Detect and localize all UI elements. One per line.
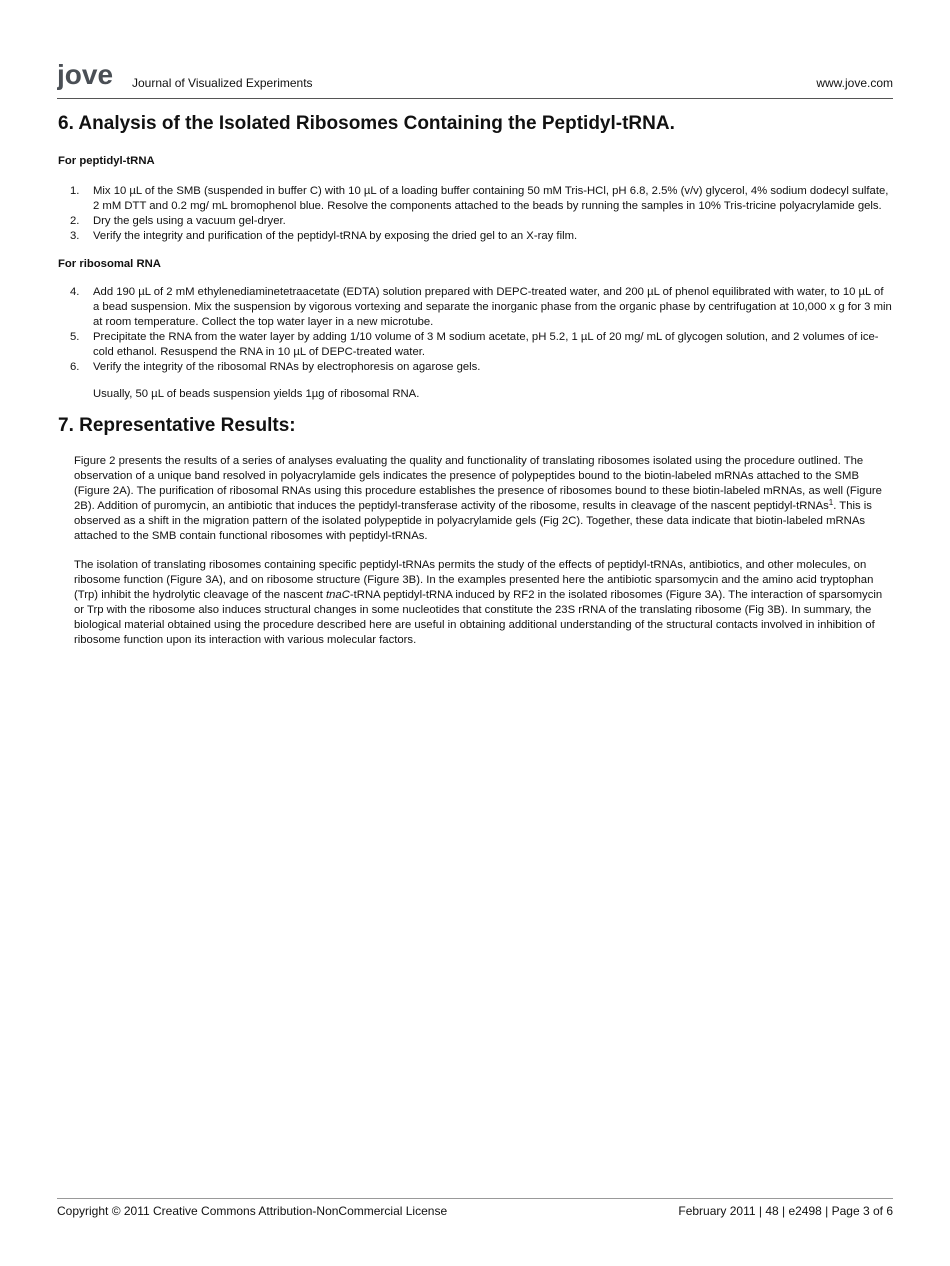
subhead-ribosomal-rna: For ribosomal RNA (58, 258, 161, 270)
yield-note: Usually, 50 µL of beads suspension yields 1µg of ribosomal RNA. (93, 388, 420, 400)
results-paragraph-2: The isolation of translating ribosomes containing specific peptidyl-tRNAs permits the study of the effects of peptidyl-tRNAs, antibiotics, and other molecules, on ribosome function (Figure 3A), and on ribosome structure (Figure 3B). In the examples presented here the antibiotic sparsomycin and the amino acid tryptophan (Trp) inhibit the hydrolytic cleavage of the nascent tnaC-tRNA peptidyl-tRNA induced by RF2 in the isolated ribosomes (Figure 3A). The interaction of sparsomycin or Trp with the ribosome also induces structural changes in some nucleotides that constitute the 23S rRNA of the translating ribosome (Fig 3B). In summary, the biological material obtained using the procedure described here are useful in obtaining additional understanding of the structural contacts involved in inhibition of ribosome function upon its interaction with various molecular factors. (74, 559, 883, 646)
list-item: 6. Verify the integrity of the ribosomal RNAs by electrophoresis on agarose gels. (70, 361, 481, 373)
article-body (58, 112, 892, 648)
page-header (57, 58, 893, 99)
list-item: 5. Precipitate the RNA from the water layer by adding 1/10 volume of 3 M sodium acetate, pH 5.2, 1 µL of 20 mg/ mL of glycogen solution, and 2 volumes of ice-cold ethanol. Resuspend the RNA in 10 µL of DEPC-treated water. (70, 331, 879, 358)
procedure-list-2 (58, 285, 892, 375)
procedure-list-1 (58, 184, 892, 244)
citation-info: February 2011 | 48 | e2498 | Page 3 of 6 (678, 1204, 893, 1218)
section-7-title: 7. Representative Results: (58, 415, 296, 436)
site-url[interactable]: www.jove.com (816, 76, 893, 90)
page-footer (57, 1198, 893, 1218)
section-6-title: 6. Analysis of the Isolated Ribosomes Containing the Peptidyl-tRNA. (58, 113, 675, 134)
jove-logo (57, 60, 127, 94)
copyright-notice: Copyright © 2011 Creative Commons Attribution-NonCommercial License (57, 1204, 448, 1218)
list-item: 4. Add 190 µL of 2 mM ethylenediaminetetraacetate (EDTA) solution prepared with DEPC-treated water, and 200 µL of phenol equilibrated with water, to 10 µL of a bead suspension. Mix the suspension by vigorous vortexing and separate the inorganic phase from the organic phase by centrifugation at 10,000 x g for 3 min at room temperature. Collect the top water layer in a new microtube. (70, 286, 892, 328)
subhead-peptidyl-trna: For peptidyl-tRNA (58, 155, 155, 167)
svg-text:jove: jove (57, 60, 114, 90)
list-item: 1. Mix 10 µL of the SMB (suspended in buffer C) with 10 µL of a loading buffer containing 50 mM Tris-HCl, pH 6.8, 2.5% (v/v) glycerol, 4% sodium dodecyl sulfate, 2 mM DTT and 0.2 mg/ mL bromophenol blue. Resolve the components attached to the beads by running the samples in 10% Tris-tricine polyacrylamide gels. (70, 185, 889, 212)
list-item: 3. Verify the integrity and purification of the peptidyl-tRNA by exposing the dried gel to an X-ray film. (70, 230, 578, 242)
results-paragraph-1: Figure 2 presents the results of a series of analyses evaluating the quality and functionality of translating ribosomes isolated using the procedure outlined. The observation of a unique band resolved in polyacrylamide gels indicates the presence of polypeptides bound to the biotin-labeled mRNAs attached to the SMB (Figure 2A). The purification of ribosomal RNAs using this procedure establishes the presence of ribosomes bound to these biotin-labeled mRNAs, as well (Figure 2B). Addition of puromycin, an antibiotic that induces the peptidyl-transferase activity of the ribosome, results in cleavage of the nascent peptidyl-tRNAs$^1$. This is observed as a shift in the migration pattern of the isolated polypeptide in polyacrylamide gels (Fig 2C). Together, these data indicate that biotin-labeled mRNAs attached to the SMB contain functional ribosomes with peptidyl-tRNAs. (74, 455, 882, 542)
list-item: 2. Dry the gels using a vacuum gel-dryer. (70, 215, 286, 227)
journal-name: Journal of Visualized Experiments (132, 76, 313, 90)
